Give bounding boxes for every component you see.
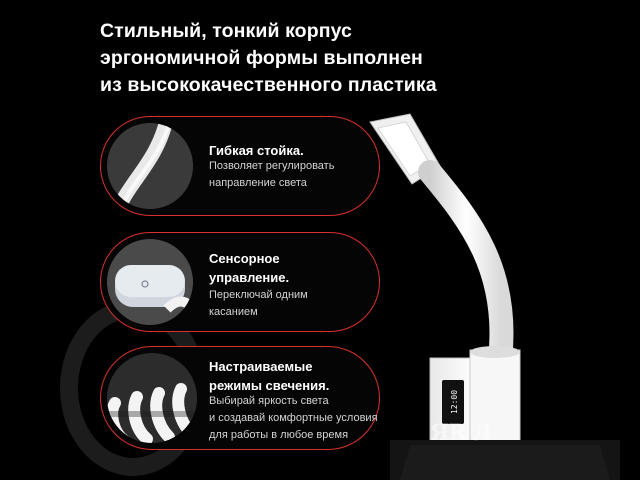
feature-description-line: Позволяет регулировать — [209, 160, 335, 172]
feature-title-line: управление. — [209, 270, 290, 285]
feature-title — [209, 357, 329, 395]
feature-description-line: касанием — [209, 306, 258, 318]
feature-title-line: Настраиваемые — [209, 359, 313, 374]
feature-title-line: Сенсорное — [209, 251, 280, 266]
feature-card-light-modes — [100, 346, 380, 450]
feature-description-line: Переключай одним — [209, 289, 308, 301]
feature-title — [209, 249, 289, 287]
feature-description — [209, 158, 334, 192]
headline-line-1: Стильный, тонкий корпус — [100, 20, 352, 42]
feature-title-line: режимы свечения. — [209, 378, 330, 393]
headline — [100, 18, 480, 99]
feature-card-touch-control — [100, 232, 380, 332]
feature-description-line: направление света — [209, 177, 307, 189]
flexible-neck-icon — [107, 123, 193, 209]
headline-line-2: эргономичной формы выполнен — [100, 47, 423, 69]
feature-description — [209, 393, 378, 444]
touch-control-thumbnail — [107, 239, 193, 325]
feature-description-line: и создавай комфортные условия — [209, 412, 378, 424]
desk-lamp-illustration — [360, 100, 640, 480]
lamp-heads-icon — [107, 353, 197, 443]
flexible-stand-thumbnail — [107, 123, 193, 209]
feature-description — [209, 287, 308, 321]
watermark: ЯR Л — [430, 420, 491, 446]
lamp-clock-text: 12:00 — [450, 389, 459, 415]
light-modes-thumbnail — [107, 353, 197, 443]
feature-card-flexible-stand — [100, 116, 380, 216]
feature-title: Гибкая стойка. — [209, 143, 304, 158]
feature-description-line: Выбирай яркость света — [209, 395, 329, 407]
feature-description-line: для работы в любое время — [209, 429, 349, 441]
desk-lamp-icon — [360, 100, 640, 480]
headline-line-3: из высококачественного пластика — [100, 74, 437, 96]
touch-panel-icon — [107, 239, 193, 325]
